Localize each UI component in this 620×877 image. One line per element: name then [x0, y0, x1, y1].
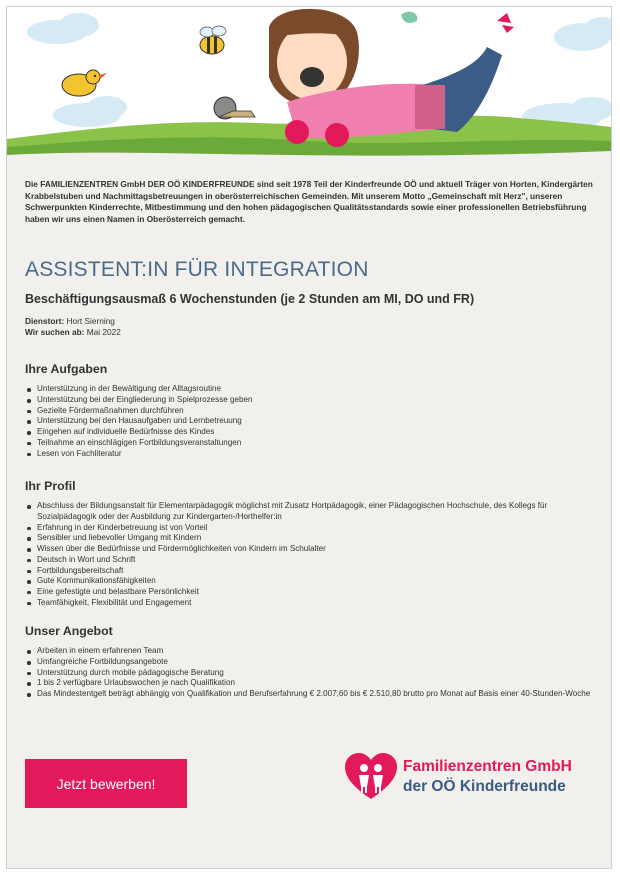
tasks-list	[25, 384, 595, 459]
list-item: Eine gefestigte und belastbare Persönlichkeit	[37, 587, 595, 598]
employment-scope: Beschäftigungsausmaß 6 Wochenstunden (je 2 Stunden am MI, DO und FR)	[25, 292, 475, 307]
list-item: Teamfähigkeit, Flexibilität und Engagement	[37, 598, 595, 609]
snail-icon	[214, 97, 255, 119]
profile-list	[25, 501, 595, 608]
butterfly-icon	[401, 12, 514, 33]
tasks-heading: Ihre Aufgaben	[25, 362, 108, 377]
list-item: Unterstützung durch mobile pädagogische Beratung	[37, 668, 595, 679]
list-item: Arbeiten in einem erfahrenen Team	[37, 646, 595, 657]
list-item: Wissen über die Bedürfnisse und Fördermöglichkeiten von Kindern im Schulalter	[37, 544, 595, 555]
list-item: Unterstützung bei den Hausaufgaben und Lernbetreuung	[37, 416, 595, 427]
heart-with-children-icon	[343, 751, 399, 803]
offer-heading: Unser Angebot	[25, 624, 113, 639]
list-item: Teilnahme an einschlägigen Fortbildungsveranstaltungen	[37, 438, 595, 449]
intro-text: Die FAMILIENZENTREN GmbH DER OÖ KINDERFREUNDE sind seit 1978 Teil der Kinderfreunde OÖ und aktuell Träger von Horten, Kindergärten Krabbelstuben und Nachmittagsbetreuungen in oberösterreichischen Gemeinden. Mit unserem Motto „Gemeinschaft mit Herz", unseren Schwerpunkten Kinderrechte, Mitbestimmung und den hohen pädagogischen Qualitätsstandards sowie einer professionellen Betriebsführung haben wir uns einen Namen in Oberösterreich gemacht.	[25, 179, 593, 224]
list-item: Gezielte Fördermaßnahmen durchführen	[37, 406, 595, 417]
list-item: Erfahrung in der Kinderbetreuung ist von Vorteil	[37, 523, 595, 534]
list-item: Umfangreiche Fortbildungsangebote	[37, 657, 595, 668]
location-label: Dienstort:	[25, 316, 65, 327]
job-title: ASSISTENT:IN FÜR INTEGRATION	[25, 258, 369, 282]
list-item: Abschluss der Bildungsanstalt für Elementarpädagogik möglichst mit Zusatz Hortpädagogik, einer Pädagogischen Hochschule, des Kollegs für Sozialpädagogik oder der Ausbildung zur Kindergarten-/Horthelfer:in	[37, 501, 595, 522]
list-item: Sensibler und liebevoller Umgang mit Kindern	[37, 533, 595, 544]
location-value: Hort Sierning	[66, 316, 115, 327]
list-item: Deutsch in Wort und Schrift	[37, 555, 595, 566]
job-posting	[6, 6, 612, 869]
offer-section	[25, 624, 595, 700]
company-logo[interactable]	[343, 751, 593, 803]
job-meta	[25, 316, 595, 338]
start-date-row	[25, 327, 595, 338]
location-row	[25, 316, 595, 327]
posting-body	[25, 179, 595, 700]
logo-name-line2: der OÖ Kinderfreunde	[403, 778, 566, 795]
profile-section	[25, 479, 595, 608]
bird-icon	[62, 70, 107, 96]
list-item: Fortbildungsbereitschaft	[37, 566, 595, 577]
list-item: Lesen von Fachliteratur	[37, 449, 595, 460]
list-item: Das Mindestentgelt beträgt abhängig von Qualifikation und Berufserfahrung € 2.007,60 bis € 2.510,80 brutto pro Monat auf Basis einer 40-Stunden-Woche	[37, 689, 595, 700]
apply-button[interactable]: Jetzt bewerben!	[25, 759, 187, 808]
bee-icon	[200, 26, 226, 54]
list-item: Unterstützung in der Bewältigung der Alltagsroutine	[37, 384, 595, 395]
list-item: Eingehen auf individuelle Bedürfnisse des Kindes	[37, 427, 595, 438]
offer-list	[25, 646, 595, 700]
profile-heading: Ihr Profil	[25, 479, 76, 494]
logo-name-line1: Familienzentren GmbH	[403, 758, 572, 775]
header-illustration	[7, 7, 611, 167]
list-item: Gute Kommunikationsfähigkeiten	[37, 576, 595, 587]
list-item: Unterstützung bei der Eingliederung in Spielprozesse geben	[37, 395, 595, 406]
list-item: 1 bis 2 verfügbare Urlaubswochen je nach Qualifikation	[37, 678, 595, 689]
start-date-label: Wir suchen ab:	[25, 327, 85, 338]
girl-in-grass-illustration	[7, 7, 611, 167]
start-date-value: Mai 2022	[86, 327, 121, 338]
tasks-section	[25, 362, 595, 459]
